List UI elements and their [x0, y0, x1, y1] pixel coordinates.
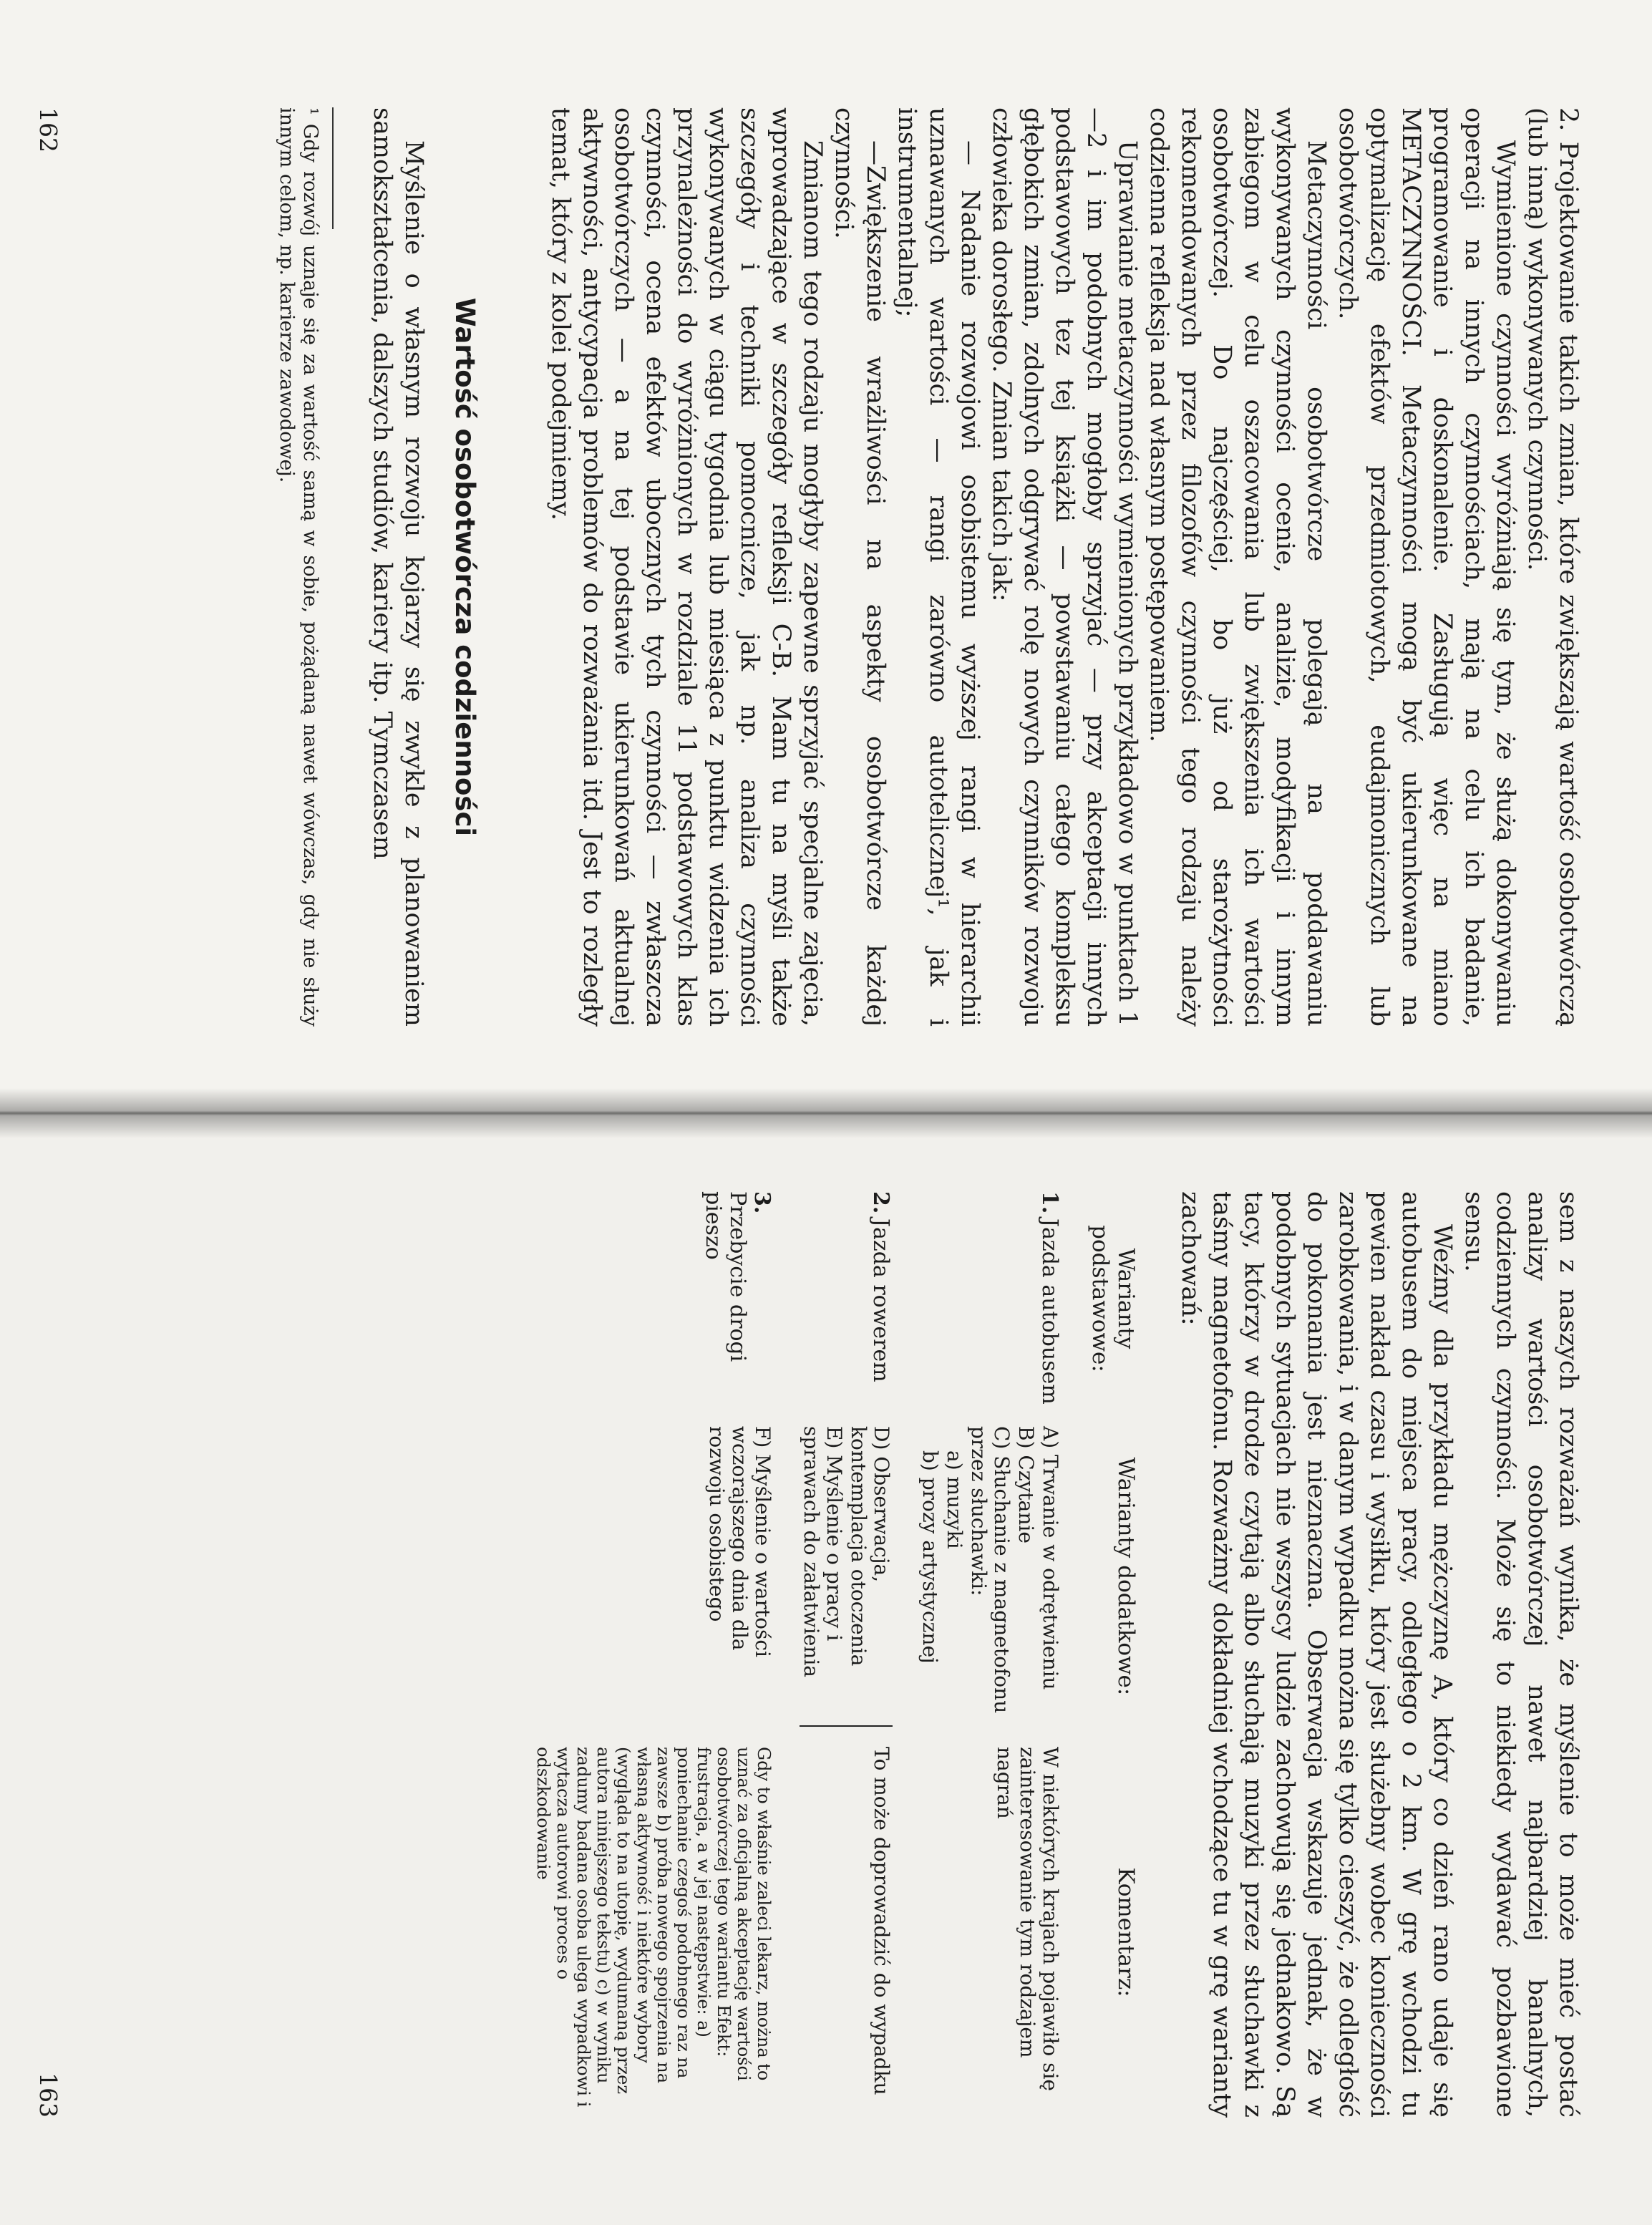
variants-table [509, 1191, 1139, 2118]
right-body [1175, 1191, 1584, 2118]
left-body [545, 107, 1584, 1027]
paragraph: Myślenie o własnym rozwoju kojarzy się zwykle z planowaniem samokształcenia, dalszych studiów, kariery itp. Tymczasem [368, 107, 428, 1027]
left-page [0, 0, 1652, 1112]
paragraph: Wymienione czynności wyróżniają się tym, że służą dokonywaniu operacji na innych czynnościach, mają na celu ich badanie, programowanie i doskonalenie. Zasługują więc na miano METACZYNNOŚCI. Metaczynności mogą być ukierunkowane na optymalizację efektów przedmiotowych, eudajmonicznych lub osobotwórczych. [1333, 107, 1520, 1027]
row-label: Jazda rowerem [868, 1218, 893, 1382]
paragraph: Uprawianie metaczynności wymienionych przykładowo w punktach 1—2 i im podobnych mogłoby sprzyjać — przy akceptacji innych podstawowych tez tej książki — powstawaniu całego kompleksu głębokich zmian, zdolnych odgrywać rolę nowych czynników rozwoju człowieka dorosłego. Zmian takich jak: [987, 107, 1142, 1027]
option-item: A) Trwanie w odrętwieniu [1039, 1426, 1062, 1690]
footnote: ¹ Gdy rozwój uznaje się za wartość samą w sobie, pożądaną nawet wówczas, gdy nie służy innym celom, np. karierze zawodowej. [276, 107, 321, 1027]
row-number: 3. [749, 1191, 774, 1214]
table-header: Warianty podstawowe: [1087, 1225, 1139, 1372]
paragraph: Metaczynności osobotwórcze polegają na poddawaniu wykonywanych czynności ocenie, analizie, modyfikacji i innym zabiegom w celu oszacowania lub zwiększenia ich wartości osobotwórczej. Do najczęściej, bo już od starożytności rekomendowanych przez filozofów czynności tego rodzaju należy codzienna refleksja nad własnym postępowaniem. [1145, 107, 1331, 1027]
table-comment: Gdy to właśnie zaleci lekarz, można to uznać za oficjalną akceptację wartości osobotwórczej tego wariantu Efekt: frustracja, a w jej następstwie: a) poniechanie czegoś podobnego raz na zawsze b) próba nowego spojrzenia na własną aktywność i niektóre wybory (wygląda to na utopię, wydumaną przez autora niniejszego tekstu) c) w wyniku zadumy badana osoba ulega wypadkowi i wytacza autorowi proces o odszkodowanie [533, 1747, 774, 2108]
options-bracket [800, 1426, 893, 1727]
table-header: Warianty dodatkowe: [1113, 1457, 1139, 1696]
paragraph: Zmianom tego rodzaju mogłyby zapewne sprzyjać specjalne zajęcia, wprowadzające w szczegóły refleksji C-B. Mam tu na myśli także szczegóły i techniki pomocnicze, jak np. analiza czynności wykonywanych w ciągu tygodnia lub miesiąca z punktu widzenia ich przynależności do wyróżnionych w rozdziale 11 podstawowych klas czynności, ocena efektów ubocznych tych czynności — zwłaszcza osobotwórczych — a na tej podstawie ukierunkowań aktualnej aktywności, antycypacja problemów do rozważania itd. Jest to rozległy temat, który z kolei podejmiemy. [546, 107, 827, 1027]
sub-option-item: a) muzyki [943, 1450, 966, 1549]
section-body [366, 107, 429, 1027]
paragraph: sem z naszych rozważań wynika, że myślenie to może mieć postać analizy wartości osobotwórczej nawet najbardziej banalnych, codziennych czynności. Może się to niekiedy wydawać pozbawione sensu. [1459, 1191, 1583, 2118]
table-row-label [893, 1191, 1061, 1406]
table-row-label [509, 1191, 774, 1406]
table-options [774, 1426, 893, 1727]
row-label: Przebycie drogi pieszo [701, 1191, 750, 1362]
table-options [893, 1426, 1061, 1727]
row-number: 2. [868, 1191, 893, 1214]
sub-option-item: b) prozy artystycznej [918, 1450, 942, 1664]
table-comment: W niektórych krajach pojawiło się zainteresowanie tym rodzajem nagrań [993, 1747, 1062, 2091]
right-page [0, 1112, 1652, 2225]
section-heading: Wartość osobotwórcza codzienności [450, 297, 480, 837]
paragraph: — Nadanie rozwojowi osobistemu wyższej rangi w hierarchii uznawanych wartości — rangi zarówno autotelicznej¹, jak i instrumentalnej; [893, 107, 984, 1027]
option-item: E) Myślenie o pracy i sprawach do załatwienia [800, 1426, 846, 1677]
paragraph: —Zwiększenie wrażliwości na aspekty osobotwórcze każdej czynności. [830, 107, 890, 1027]
option-item: D) Obserwacja, kontemplacja otoczenia [847, 1426, 893, 1667]
option-item: C) Słuchanie z magnetofonu przez słuchawki: [967, 1426, 1014, 1714]
row-label: Jazda autobusem [1037, 1218, 1062, 1405]
page-number: 162 [34, 107, 62, 152]
table-row-label [774, 1191, 893, 1406]
paragraph: 2. Projektowanie takich zmian, które zwiększają wartość osobotwórczą (lub inną) wykonywanych czynności. [1522, 107, 1583, 1027]
paragraph: Weźmy dla przykładu mężczyznę A, który co dzień rano udaje się autobusem do miejsca pracy, odległego o 2 km. W grę wchodzi tu pewien nakład czasu i wysiłku, który jest służebny wobec konieczności zarobkowania, i w danym wypadku można się tylko cieszyć, że odległość do pokonania jest nieznaczna. Obserwacja wskazuje jednak, że w podobnych sytuacjach nie wszyscy ludzie zachowują się jednakowo. Są tacy, którzy w drodze czytają albo słuchają muzyki przez słuchawki z taśmy magnetofonu. Rozważmy dokładniej wchodzące tu w grę warianty zachowań: [1176, 1191, 1457, 2118]
page-number: 163 [34, 2073, 62, 2118]
table-comment: To może doprowadzić do wypadku [870, 1747, 893, 2095]
option-item: F) Myślenie o wartości wczorajszego dnia dla rozwoju osobistego [705, 1426, 774, 1658]
table-options [509, 1426, 774, 1727]
footnote-rule [332, 107, 334, 229]
table-header: Komentarz: [1113, 1867, 1139, 1997]
option-item: B) Czytanie [1014, 1426, 1038, 1543]
row-number: 1. [1037, 1191, 1062, 1214]
